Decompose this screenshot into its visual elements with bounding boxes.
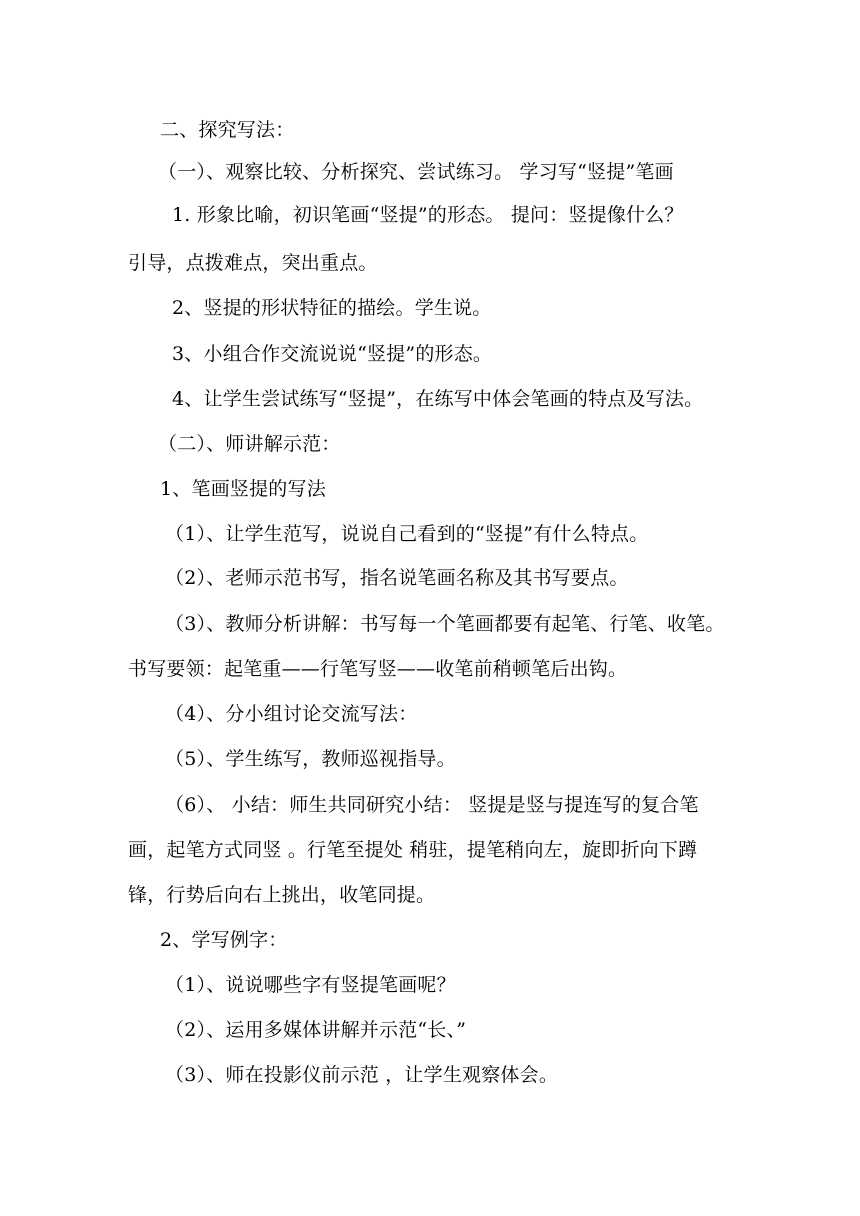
paragraph-item-3: 3、小组合作交流说说“竖提”的形态。 — [172, 343, 493, 365]
step-item-3-line-1: （3）、教师分析讲解：书写每一个笔画都要有起笔、行笔、收笔。 — [165, 613, 725, 635]
step-item-6-line-3: 锋，行势后向右上挑出，收笔同提。 — [128, 884, 436, 906]
paragraph-item-1-line-2: 引导，点拨难点，突出重点。 — [128, 252, 378, 274]
paragraph-item-1-line-1: 1. 形象比喻，初识笔画“竖提”的形态。 提问：竖提像什么？ — [172, 204, 684, 226]
step-item-2: （2）、老师示范书写，指名说笔画名称及其书写要点。 — [165, 567, 629, 589]
list-heading-example-characters: 2、学写例字： — [160, 929, 288, 951]
subsection-heading-observe-compare: （一）、观察比较、分析探究、尝试练习。 学习写“竖提”笔画 — [158, 161, 674, 183]
example-step-3: （3）、师在投影仪前示范 ，让学生观察体会。 — [165, 1064, 559, 1086]
section-heading-explore-writing: 二、探究写法： — [160, 119, 295, 141]
step-item-1: （1）、让学生范写，说说自己看到的“竖提”有什么特点。 — [165, 523, 649, 545]
step-item-3-line-2: 书写要领：起笔重——行笔写竖——收笔前稍顿笔后出钩。 — [128, 658, 628, 680]
step-item-4: （4）、分小组讨论交流写法： — [165, 703, 418, 725]
paragraph-item-2: 2、竖提的形状特征的描绘。学生说。 — [172, 297, 492, 319]
list-heading-stroke-method: 1、笔画竖提的写法 — [160, 478, 326, 500]
step-item-5: （5）、学生练写，教师巡视指导。 — [165, 748, 456, 770]
step-item-6-line-2: 画，起笔方式同竖 。行笔至提处 稍驻，提笔稍向左，旋即折向下蹲 — [128, 839, 698, 861]
example-step-1: （1）、说说哪些字有竖提笔画呢？ — [165, 974, 456, 996]
step-item-6-line-1: （6）、 小结：师生共同研究小结： 竖提是竖与提连写的复合笔 — [165, 794, 699, 816]
subsection-heading-teacher-demo: （二）、师讲解示范： — [158, 433, 341, 455]
paragraph-item-4: 4、让学生尝试练写“竖提”，在练写中体会笔画的特点及写法。 — [172, 388, 704, 410]
example-step-2: （2）、运用多媒体讲解并示范“长、” — [165, 1019, 467, 1041]
